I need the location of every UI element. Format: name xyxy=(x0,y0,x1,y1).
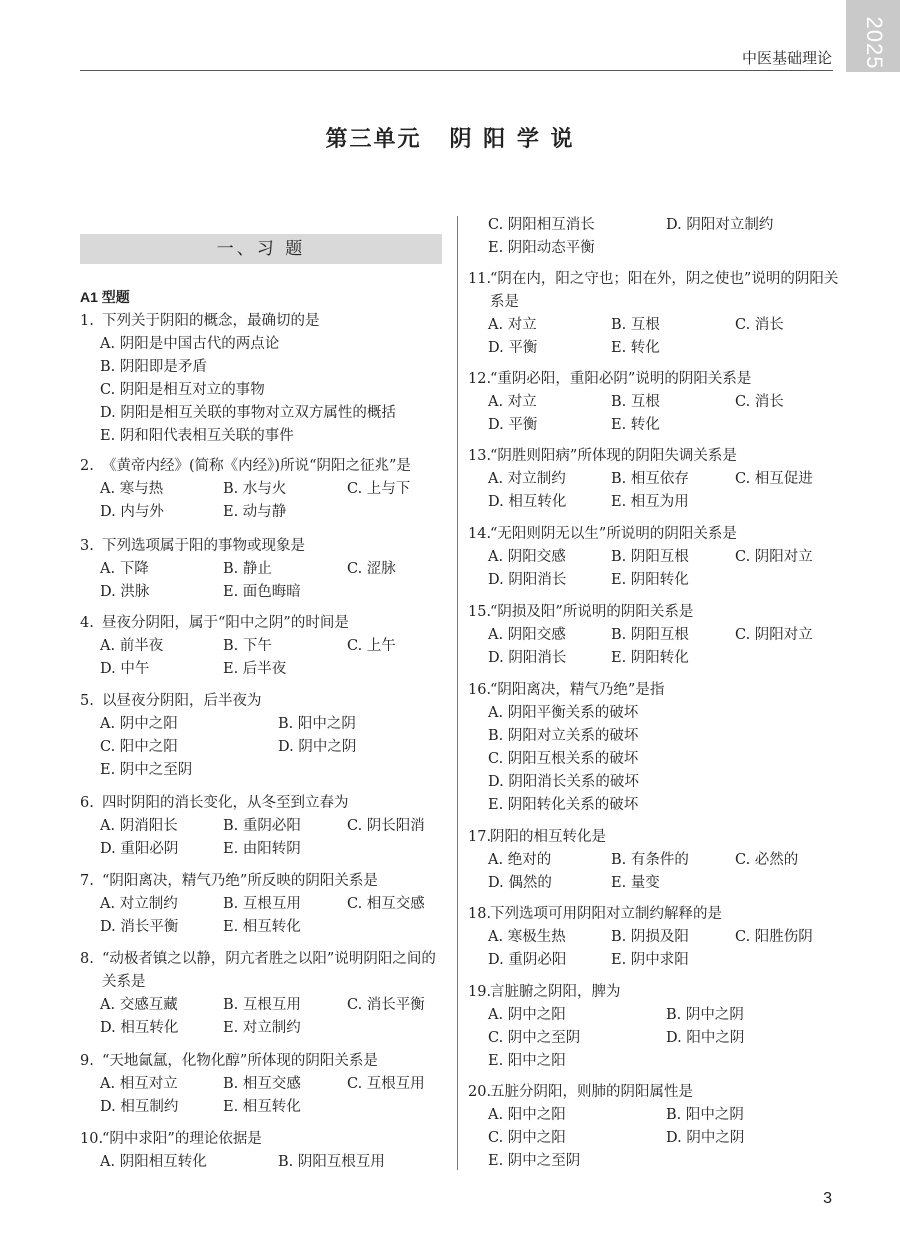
option-row xyxy=(100,713,442,736)
answer-options xyxy=(80,333,442,448)
option-row xyxy=(100,838,442,861)
option-row xyxy=(100,478,442,501)
question-text: 下列选项属于阳的事物或现象是 xyxy=(102,538,305,554)
answer-options xyxy=(80,893,442,939)
answer-option: A. 对立制约 xyxy=(100,896,178,912)
question-text: 《黄帝内经》(简称《内经》)所说“阴阳之征兆”是 xyxy=(102,458,411,474)
option-row xyxy=(488,725,840,748)
answer-option: E. 阴和阳代表相互关联的事件 xyxy=(100,428,294,444)
question-item xyxy=(468,826,840,895)
answer-option: A. 阴阳是中国古代的两点论 xyxy=(100,336,280,352)
question-text: “无阳则阴无以生”所说明的阴阳关系是 xyxy=(490,526,737,542)
option-row xyxy=(488,491,840,514)
question-item xyxy=(80,1050,442,1119)
answer-option: C. 阳胜伤阴 xyxy=(735,929,813,945)
answer-option: E. 阴中之至阴 xyxy=(100,762,193,778)
option-row xyxy=(100,635,442,658)
option-row xyxy=(488,546,840,569)
answer-option: B. 静止 xyxy=(223,561,272,577)
question-item xyxy=(468,268,840,360)
question-stem xyxy=(80,870,442,893)
option-row xyxy=(488,237,840,260)
answer-option: C. 必然的 xyxy=(735,852,799,868)
option-row xyxy=(100,1151,442,1174)
option-row xyxy=(488,468,840,491)
option-row xyxy=(100,402,442,425)
question-item xyxy=(468,368,840,437)
book-title: 中医基础理论 xyxy=(741,50,832,67)
question-stem xyxy=(80,310,442,333)
answer-option: A. 相互对立 xyxy=(100,1076,178,1092)
question-stem xyxy=(468,903,840,926)
answer-option: A. 绝对的 xyxy=(488,852,552,868)
answer-option: E. 量变 xyxy=(611,875,660,891)
question-number: 7. xyxy=(80,873,94,889)
option-row xyxy=(488,926,840,949)
option-row xyxy=(488,1104,840,1127)
question-stem xyxy=(468,601,840,624)
question-stem xyxy=(468,368,840,391)
answer-option: C. 阴长阳消 xyxy=(347,818,425,834)
question-text: 五脏分阴阳，则肺的阴阳属性是 xyxy=(490,1084,693,1100)
option-row xyxy=(100,815,442,838)
answer-option: B. 阴损及阳 xyxy=(611,929,689,945)
question-stem xyxy=(80,535,442,558)
option-row xyxy=(488,1150,840,1173)
answer-option: D. 阴阳消长 xyxy=(488,650,567,666)
answer-option: B. 下午 xyxy=(223,638,272,654)
option-row xyxy=(100,893,442,916)
question-number: 17. xyxy=(468,829,492,845)
option-row xyxy=(488,414,840,437)
answer-option: D. 阴阳消长 xyxy=(488,572,567,588)
question-stem xyxy=(468,826,840,849)
answer-option: E. 阴阳动态平衡 xyxy=(488,240,595,256)
answer-option: D. 平衡 xyxy=(488,340,538,356)
answer-option: A. 对立 xyxy=(488,394,537,410)
option-row xyxy=(488,337,840,360)
question-item xyxy=(80,870,442,939)
answer-option: A. 阴阳交感 xyxy=(488,549,566,565)
answer-option: C. 阴中之阳 xyxy=(488,1130,566,1146)
answer-option: B. 互根互用 xyxy=(223,997,301,1013)
answer-options xyxy=(80,994,442,1040)
answer-option: D. 相互转化 xyxy=(488,494,567,510)
answer-option: B. 互根互用 xyxy=(223,896,301,912)
question-text: “天地氤氲，化物化醇”所体现的阴阳关系是 xyxy=(102,1053,378,1069)
question-stem xyxy=(80,948,442,994)
answer-option: D. 相互制约 xyxy=(100,1099,179,1115)
answer-option: D. 阴中之阴 xyxy=(278,739,357,755)
question-stem xyxy=(468,268,840,314)
question-text: “阴损及阳”所说明的阴阳关系是 xyxy=(490,604,694,620)
question-text: 下列关于阴阳的概念，最确切的是 xyxy=(102,313,320,329)
answer-option: D. 中午 xyxy=(100,661,150,677)
answer-option: A. 阴中之阳 xyxy=(100,716,178,732)
question-number: 11. xyxy=(468,271,492,287)
question-item xyxy=(80,1128,442,1174)
answer-option: C. 阳中之阳 xyxy=(100,739,178,755)
question-number: 18. xyxy=(468,906,492,922)
question-stem xyxy=(468,523,840,546)
option-row xyxy=(488,1127,840,1150)
option-row xyxy=(100,501,442,524)
option-row xyxy=(488,1027,840,1050)
question-text: 下列选项可用阴阳对立制约解释的是 xyxy=(490,906,722,922)
answer-option: A. 交感互藏 xyxy=(100,997,178,1013)
question-stem xyxy=(80,792,442,815)
answer-option: B. 阴中之阴 xyxy=(666,1007,744,1023)
answer-option: E. 阴中之至阴 xyxy=(488,1153,581,1169)
answer-option: E. 阴阳转化关系的破坏 xyxy=(488,797,639,813)
question-item xyxy=(468,523,840,592)
answer-option: A. 寒极生热 xyxy=(488,929,566,945)
answer-options xyxy=(80,1151,442,1174)
answer-option: B. 阴阳互根 xyxy=(611,627,689,643)
answer-options xyxy=(468,624,840,670)
option-row xyxy=(100,581,442,604)
question-number: 4. xyxy=(80,615,94,631)
option-row xyxy=(100,916,442,939)
answer-option: E. 面色晦暗 xyxy=(223,584,301,600)
unit-name: 阴 阳 学 说 xyxy=(449,126,575,152)
question-number: 9. xyxy=(80,1053,94,1069)
answer-option: A. 阴阳相互转化 xyxy=(100,1154,207,1170)
question-item xyxy=(468,601,840,670)
answer-options xyxy=(468,1104,840,1173)
answer-option: C. 阴阳互根关系的破坏 xyxy=(488,751,639,767)
answer-options xyxy=(80,478,442,524)
answer-option: D. 阴阳消长关系的破坏 xyxy=(488,774,639,790)
option-row xyxy=(488,624,840,647)
question-stem xyxy=(80,612,442,635)
answer-option: A. 阴阳平衡关系的破坏 xyxy=(488,705,639,721)
answer-option: E. 相互转化 xyxy=(223,919,301,935)
answer-option: A. 下降 xyxy=(100,561,149,577)
answer-option: C. 阴阳相互消长 xyxy=(488,217,595,233)
answer-options xyxy=(80,815,442,861)
answer-option: E. 转化 xyxy=(611,340,660,356)
answer-option: D. 平衡 xyxy=(488,417,538,433)
answer-option: B. 阳中之阴 xyxy=(666,1107,744,1123)
answer-option: B. 水与火 xyxy=(223,481,287,497)
answer-option: E. 阴阳转化 xyxy=(611,650,689,666)
option-row xyxy=(100,658,442,681)
option-row xyxy=(488,569,840,592)
option-row xyxy=(488,771,840,794)
answer-option: C. 消长 xyxy=(735,317,784,333)
answer-options xyxy=(468,546,840,592)
answer-options xyxy=(468,702,840,817)
question-text: “阴阳离决，精气乃绝”所反映的阴阳关系是 xyxy=(102,873,378,889)
question-text: 四时阴阳的消长变化，从冬至到立春为 xyxy=(102,795,349,811)
question-item xyxy=(80,948,442,1040)
option-row xyxy=(488,702,840,725)
answer-option: A. 对立 xyxy=(488,317,537,333)
question-item xyxy=(468,445,840,514)
option-row xyxy=(488,949,840,972)
question-number: 8. xyxy=(80,951,94,967)
answer-option: C. 上与下 xyxy=(347,481,411,497)
question-item xyxy=(80,455,442,524)
answer-option: A. 阴消阳长 xyxy=(100,818,178,834)
answer-option: D. 重阳必阴 xyxy=(100,841,179,857)
answer-options xyxy=(468,214,840,260)
header-rule xyxy=(80,70,833,71)
question-number: 6. xyxy=(80,795,94,811)
answer-option: B. 阴阳即是矛盾 xyxy=(100,359,207,375)
answer-option: D. 阳中之阴 xyxy=(666,1030,745,1046)
answer-option: D. 阴阳对立制约 xyxy=(666,217,774,233)
answer-option: A. 前半夜 xyxy=(100,638,164,654)
answer-option: B. 阴阳互根互用 xyxy=(278,1154,385,1170)
answer-option: E. 阴中求阳 xyxy=(611,952,689,968)
question-number: 19. xyxy=(468,984,492,1000)
answer-option: D. 洪脉 xyxy=(100,584,150,600)
option-row xyxy=(100,1017,442,1040)
option-row xyxy=(488,214,840,237)
answer-option: E. 由阳转阴 xyxy=(223,841,301,857)
column-divider xyxy=(457,216,458,1170)
question-number: 3. xyxy=(80,538,94,554)
answer-option: E. 相互转化 xyxy=(223,1099,301,1115)
answer-options xyxy=(468,849,840,895)
option-row xyxy=(488,391,840,414)
answer-option: C. 阴阳是相互对立的事物 xyxy=(100,382,265,398)
answer-option: E. 转化 xyxy=(611,417,660,433)
question-stem xyxy=(80,1128,442,1151)
answer-option: C. 涩脉 xyxy=(347,561,396,577)
year-label: 2025 xyxy=(862,16,887,70)
answer-option: E. 后半夜 xyxy=(223,661,287,677)
question-item xyxy=(468,981,840,1073)
unit-number: 第三单元 xyxy=(325,126,422,152)
question-item xyxy=(80,612,442,681)
answer-option: E. 相互为用 xyxy=(611,494,689,510)
option-row xyxy=(100,759,442,782)
section-title: 一、习 题 xyxy=(80,234,442,264)
answer-option: C. 相互交感 xyxy=(347,896,425,912)
answer-options xyxy=(80,558,442,604)
answer-option: C. 相互促进 xyxy=(735,471,813,487)
question-item xyxy=(80,535,442,604)
page-number: 3 xyxy=(823,1190,832,1207)
answer-options xyxy=(468,926,840,972)
answer-options xyxy=(80,635,442,681)
question-number: 15. xyxy=(468,604,492,620)
answer-option: A. 阴中之阳 xyxy=(488,1007,566,1023)
question-text: “阴在内，阳之守也；阳在外，阴之使也”说明的阴阳关系是 xyxy=(490,271,839,310)
option-row xyxy=(100,356,442,379)
answer-option: C. 阴中之至阴 xyxy=(488,1030,581,1046)
question-item xyxy=(468,214,840,260)
question-stem xyxy=(80,690,442,713)
answer-option: C. 消长 xyxy=(735,394,784,410)
answer-option: D. 相互转化 xyxy=(100,1020,179,1036)
answer-option: D. 阴中之阴 xyxy=(666,1130,745,1146)
option-row xyxy=(100,333,442,356)
answer-option: B. 阳中之阴 xyxy=(278,716,356,732)
question-number: 10. xyxy=(80,1131,104,1147)
question-stem xyxy=(468,445,840,468)
answer-option: C. 互根互用 xyxy=(347,1076,425,1092)
option-row xyxy=(488,314,840,337)
question-number: 14. xyxy=(468,526,492,542)
question-stem xyxy=(468,981,840,1004)
answer-option: B. 互根 xyxy=(611,317,660,333)
question-number: 13. xyxy=(468,448,492,464)
question-item xyxy=(468,679,840,817)
option-row xyxy=(100,379,442,402)
answer-option: A. 寒与热 xyxy=(100,481,164,497)
answer-option: B. 相互依存 xyxy=(611,471,689,487)
option-row xyxy=(488,1004,840,1027)
option-row xyxy=(488,794,840,817)
answer-option: B. 重阴必阳 xyxy=(223,818,301,834)
question-item xyxy=(80,310,442,448)
answer-option: B. 相互交感 xyxy=(223,1076,301,1092)
question-text: 阴阳的相互转化是 xyxy=(490,829,606,845)
question-item xyxy=(468,903,840,972)
question-text: 言脏腑之阴阳，脾为 xyxy=(490,984,621,1000)
answer-options xyxy=(80,1073,442,1119)
option-row xyxy=(100,425,442,448)
option-row xyxy=(488,849,840,872)
question-item xyxy=(468,1081,840,1173)
option-row xyxy=(100,994,442,1017)
question-text: 以昼夜分阴阳，后半夜为 xyxy=(102,693,262,709)
option-row xyxy=(100,736,442,759)
option-row xyxy=(488,647,840,670)
question-text: “重阴必阳，重阳必阴”说明的阴阳关系是 xyxy=(490,371,752,387)
answer-option: E. 阴阳转化 xyxy=(611,572,689,588)
option-row xyxy=(488,872,840,895)
question-text: “动极者镇之以静，阴亢者胜之以阳”说明阴阳之间的关系是 xyxy=(102,951,436,990)
answer-option: B. 有条件的 xyxy=(611,852,689,868)
question-number: 16. xyxy=(468,682,492,698)
answer-options xyxy=(468,391,840,437)
answer-option: E. 对立制约 xyxy=(223,1020,301,1036)
answer-option: B. 互根 xyxy=(611,394,660,410)
answer-option: A. 对立制约 xyxy=(488,471,566,487)
answer-options xyxy=(80,713,442,782)
option-row xyxy=(100,1073,442,1096)
answer-option: B. 阴阳对立关系的破坏 xyxy=(488,728,639,744)
answer-option: D. 偶然的 xyxy=(488,875,552,891)
question-stem xyxy=(468,1081,840,1104)
answer-option: D. 重阴必阳 xyxy=(488,952,567,968)
answer-option: C. 消长平衡 xyxy=(347,997,425,1013)
question-type-label: A1 型题 xyxy=(80,289,130,305)
question-number: 5. xyxy=(80,693,94,709)
answer-option: C. 阴阳对立 xyxy=(735,549,813,565)
unit-title xyxy=(0,122,900,153)
answer-options xyxy=(468,468,840,514)
question-number: 2. xyxy=(80,458,94,474)
question-number: 20. xyxy=(468,1084,492,1100)
answer-option: D. 内与外 xyxy=(100,504,164,520)
question-stem xyxy=(468,679,840,702)
option-row xyxy=(100,558,442,581)
answer-option: C. 上午 xyxy=(347,638,396,654)
answer-options xyxy=(468,1004,840,1073)
option-row xyxy=(100,1096,442,1119)
question-text: “阴中求阳”的理论依据是 xyxy=(102,1131,262,1147)
answer-option: D. 消长平衡 xyxy=(100,919,179,935)
option-row xyxy=(488,748,840,771)
answer-option: B. 阴阳互根 xyxy=(611,549,689,565)
question-stem xyxy=(80,1050,442,1073)
question-text: “阴胜则阳病”所体现的阴阳失调关系是 xyxy=(490,448,737,464)
question-text: “阴阳离决，精气乃绝”是指 xyxy=(490,682,665,698)
answer-option: E. 动与静 xyxy=(223,504,287,520)
answer-option: E. 阳中之阳 xyxy=(488,1053,566,1069)
answer-options xyxy=(468,314,840,360)
question-text: 昼夜分阴阳，属于“阳中之阴”的时间是 xyxy=(102,615,349,631)
question-item xyxy=(80,690,442,782)
answer-option: A. 阳中之阳 xyxy=(488,1107,566,1123)
question-number: 1. xyxy=(80,313,94,329)
option-row xyxy=(488,1050,840,1073)
answer-option: C. 阴阳对立 xyxy=(735,627,813,643)
question-number: 12. xyxy=(468,371,492,387)
question-stem xyxy=(80,455,442,478)
answer-option: D. 阴阳是相互关联的事物对立双方属性的概括 xyxy=(100,405,396,421)
question-item xyxy=(80,792,442,861)
answer-option: A. 阴阳交感 xyxy=(488,627,566,643)
